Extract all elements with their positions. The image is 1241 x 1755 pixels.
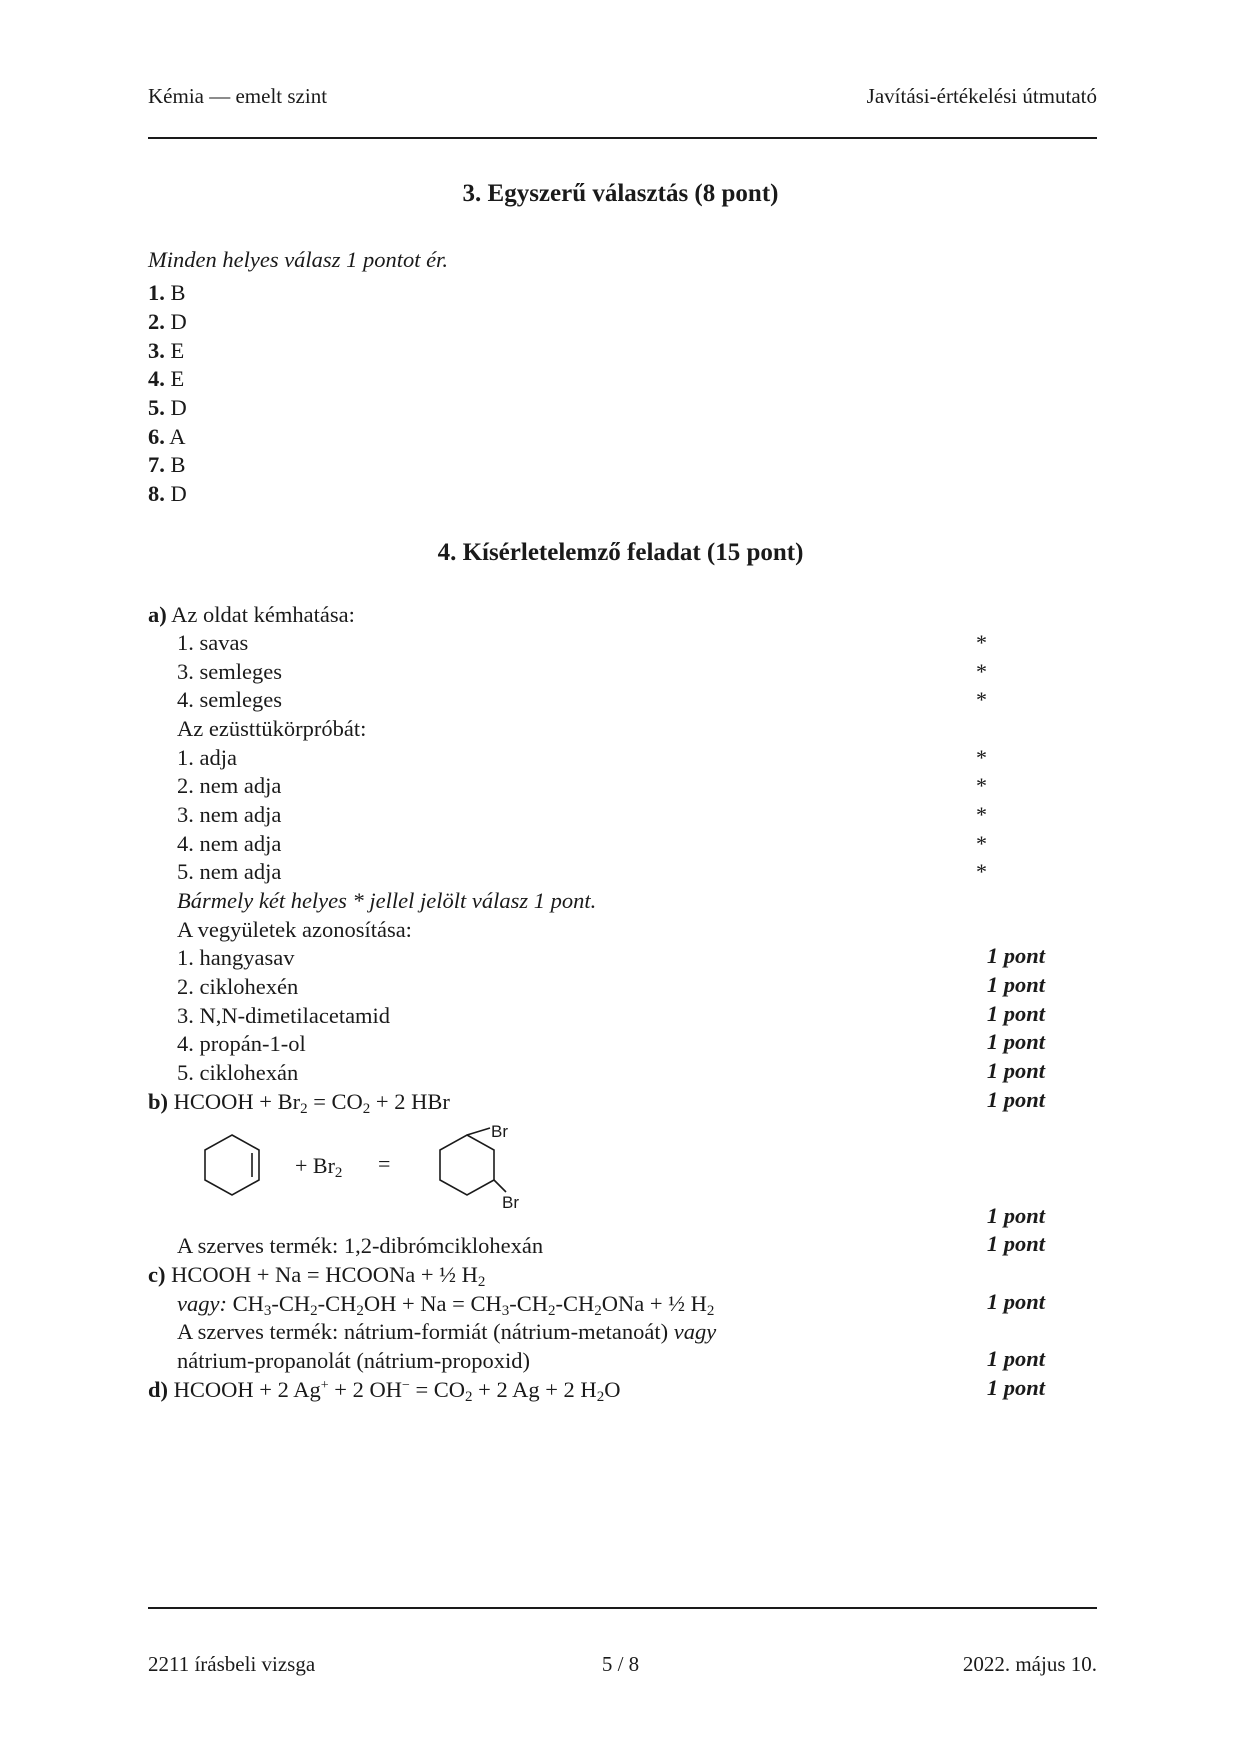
answer-num: 2.: [148, 309, 165, 334]
part-b-label: b): [148, 1089, 169, 1114]
section3-instruction: Minden helyes válasz 1 pontot ér.: [148, 247, 448, 272]
answer-item: [148, 450, 186, 479]
footer-right: 2022. május 10.: [962, 1652, 1097, 1676]
answer-value: D: [170, 309, 187, 334]
eq-text: O: [604, 1377, 621, 1402]
eq-text: HCOOH + Br: [173, 1089, 301, 1114]
page-number: 5 / 8: [601, 1652, 640, 1676]
point-label: 1 pont: [986, 1375, 1045, 1400]
part-b-equation: [148, 1087, 450, 1120]
silver-item: 3. nem adja: [177, 802, 282, 827]
point-label: 1 pont: [986, 972, 1045, 997]
answer-value: E: [170, 338, 185, 363]
star-mark: *: [976, 773, 987, 798]
br-label: Br: [502, 1193, 519, 1212]
br-bond: [467, 1128, 490, 1135]
star-mark: *: [976, 859, 987, 884]
answer-num: 1.: [148, 280, 165, 305]
section3-title: 3. Egyszerű választás (8 pont): [462, 180, 779, 207]
equals-sign: =: [378, 1151, 391, 1176]
eq-sup: −: [401, 1378, 410, 1393]
point-label: 1 pont: [986, 1289, 1045, 1314]
silver-heading: Az ezüsttükörpróbát:: [177, 716, 367, 741]
answer-item: [148, 364, 184, 393]
part-d-label: d): [148, 1377, 169, 1402]
ident-item: 1. hangyasav: [177, 945, 295, 970]
footer-rule: [148, 1607, 1097, 1609]
eq-sub: 2: [594, 1303, 602, 1319]
eq-text: + 2 OH: [328, 1377, 402, 1402]
eq-text: -CH: [271, 1291, 311, 1316]
answer-value: B: [170, 280, 186, 305]
eq-text: OH + Na = CH: [363, 1291, 502, 1316]
answer-num: 7.: [148, 452, 165, 477]
eq-text: HCOOH + Na = HCOONa + ½ H: [171, 1262, 478, 1287]
cyclohexane-ring: [440, 1135, 494, 1195]
header-rule: [148, 137, 1097, 139]
eq-sub: 2: [356, 1303, 364, 1319]
ident-item: 2. ciklohexén: [177, 974, 299, 999]
answer-value: A: [169, 424, 186, 449]
ident-item: 4. propán-1-ol: [177, 1031, 306, 1056]
answer-num: 3.: [148, 338, 165, 363]
br-label: Br: [491, 1125, 508, 1141]
eq-sub: 2: [596, 1389, 605, 1405]
header-left: Kémia — emelt szint: [148, 84, 328, 108]
answer-item: [148, 393, 187, 422]
answer-value: B: [170, 452, 186, 477]
eq-text: + 2 Ag + 2 H: [472, 1377, 597, 1402]
part-d-equation: [148, 1375, 620, 1408]
eq-text: -CH: [317, 1291, 357, 1316]
ident-item: 3. N,N-dimetilacetamid: [177, 1003, 391, 1028]
eq-text: ONa + ½ H: [601, 1291, 707, 1316]
eq-sub: 2: [706, 1303, 715, 1319]
silver-item: 4. nem adja: [177, 831, 282, 856]
eq-sub: 2: [362, 1101, 371, 1117]
ph-item: 1. savas: [177, 630, 249, 655]
footer-left: 2211 írásbeli vizsga: [148, 1652, 316, 1676]
answer-item: [148, 479, 187, 508]
point-label: 1 pont: [986, 1346, 1045, 1371]
b-product: A szerves termék: 1,2-dibrómciklohexán: [177, 1233, 544, 1258]
ph-heading: Az oldat kémhatása:: [171, 602, 355, 627]
point-label: 1 pont: [986, 1058, 1045, 1083]
point-label: 1 pont: [986, 1231, 1045, 1256]
eq-text: = CO: [409, 1377, 466, 1402]
answer-item: [148, 278, 186, 307]
c-product-text: A szerves termék: nátrium-formiát (nátrium-metanoát): [177, 1319, 674, 1344]
answer-num: 8.: [148, 481, 165, 506]
star-mark: *: [976, 659, 987, 684]
ph-item: 3. semleges: [177, 659, 282, 684]
c-product-line2: nátrium-propanolát (nátrium-propoxid): [177, 1348, 531, 1373]
part-a-label: a): [148, 602, 167, 627]
answer-item: [148, 422, 186, 451]
eq-text: HCOOH + 2 Ag: [173, 1377, 321, 1402]
star-mark: *: [976, 687, 987, 712]
section4-title: 4. Kísérletelemző feladat (15 pont): [437, 539, 804, 566]
eq-sub: 2: [547, 1303, 556, 1319]
point-label: 1 pont: [986, 1087, 1045, 1112]
ph-item: 4. semleges: [177, 687, 282, 712]
point-label: 1 pont: [986, 1001, 1045, 1026]
star-mark: *: [976, 745, 987, 770]
silver-item: 2. nem adja: [177, 773, 282, 798]
eq-text: CH: [226, 1291, 264, 1316]
cyclohexene-ring: [205, 1135, 259, 1195]
ident-heading: A vegyületek azonosítása:: [177, 917, 412, 942]
point-label: 1 pont: [986, 1203, 1045, 1228]
answer-num: 4.: [148, 366, 165, 391]
star-note: Bármely két helyes * jellel jelölt válasz 1 pont.: [177, 888, 597, 913]
plus-br2: + Br2: [295, 1153, 343, 1181]
eq-text: = CO: [307, 1089, 363, 1114]
or-word: vagy:: [177, 1291, 227, 1316]
answer-item: [148, 307, 187, 336]
eq-text: -CH: [509, 1291, 548, 1316]
eq-sub: 3: [263, 1303, 272, 1319]
br-bond: [494, 1180, 506, 1192]
answer-num: 6.: [148, 424, 165, 449]
or-word: vagy: [673, 1319, 717, 1344]
star-mark: *: [976, 802, 987, 827]
silver-item: 1. adja: [177, 745, 237, 770]
part-a-heading: [148, 600, 355, 629]
header-right: Javítási-értékelési útmutató: [866, 84, 1097, 108]
silver-item: 5. nem adja: [177, 859, 282, 884]
eq-sub: 3: [501, 1303, 510, 1319]
eq-sub: 2: [477, 1274, 486, 1290]
star-mark: *: [976, 630, 987, 655]
c-product-line1: [177, 1317, 716, 1346]
point-label: 1 pont: [986, 943, 1045, 968]
point-label: 1 pont: [986, 1029, 1045, 1054]
eq-text: -CH: [555, 1291, 595, 1316]
ident-item: 5. ciklohexán: [177, 1060, 299, 1085]
eq-sub: 2: [300, 1101, 308, 1117]
eq-sub: 2: [465, 1389, 473, 1405]
eq-sup: +: [320, 1378, 329, 1393]
answer-value: D: [170, 481, 187, 506]
reaction-diagram: [195, 1125, 555, 1225]
part-c-label: c): [148, 1262, 166, 1287]
eq-sub: 2: [310, 1303, 318, 1319]
answer-item: [148, 336, 184, 365]
eq-text: + 2 HBr: [370, 1089, 450, 1114]
answer-value: E: [170, 366, 185, 391]
answer-value: D: [170, 395, 187, 420]
answer-num: 5.: [148, 395, 165, 420]
star-mark: *: [976, 831, 987, 856]
